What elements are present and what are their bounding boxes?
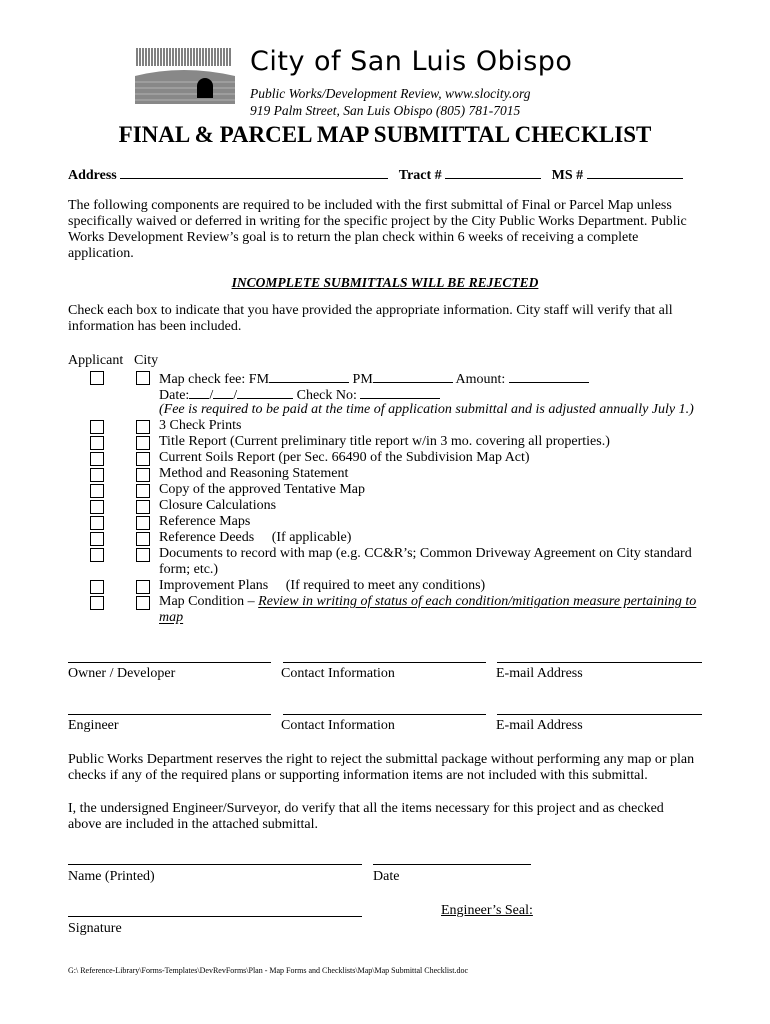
city-checkbox-method-statement[interactable] <box>136 468 150 482</box>
applicant-checkbox-fee[interactable] <box>90 371 104 385</box>
intro-paragraph: The following components are required to be included with the first submittal of Final or Parcel Map unless specifically waived or deferred in writing for the specific project by the City Public Works Department. Public Works Development Review’s goal is to return the plan check within 6 weeks of receiving a complete application. <box>68 198 687 261</box>
applicant-checkbox-reference-maps[interactable] <box>90 516 104 530</box>
org-name: City of San Luis Obispo <box>250 46 573 77</box>
map-condition-detail: Review in writing of status of each condition/mitigation measure pertaining to <box>258 594 697 609</box>
engineer-label: Engineer <box>68 718 119 733</box>
name-printed-line[interactable] <box>68 864 362 865</box>
date-line[interactable] <box>373 864 531 865</box>
footer-file-path: G:\ Reference-Library\Forms-Templates\DevRevForms\Plan - Map Forms and Checklists\Map\Map Submittal Checklist.doc <box>68 966 469 975</box>
checklist-item-documents: Documents to record with map (e.g. CC&R’s; Common Driveway Agreement on City standard <box>159 546 692 561</box>
engineer-contact-line[interactable] <box>283 714 486 715</box>
applicant-checkbox-closure-calcs[interactable] <box>90 500 104 514</box>
tract-field[interactable] <box>445 165 541 179</box>
city-checkbox-map-condition[interactable] <box>136 596 150 610</box>
city-checkbox-reference-deeds[interactable] <box>136 532 150 546</box>
fee-note: (Fee is required to be paid at the time of application submittal and is adjusted annually July 1.) <box>159 402 694 417</box>
city-checkbox-fee[interactable] <box>136 371 150 385</box>
city-checkbox-title-report[interactable] <box>136 436 150 450</box>
check-no-field[interactable] <box>360 385 440 399</box>
tract-label: Tract # <box>398 168 442 183</box>
fee-label: Map check fee: FM <box>159 372 270 387</box>
checklist-item-check-prints: 3 Check Prints <box>159 418 242 433</box>
owner-contact-label: Contact Information <box>281 666 395 681</box>
city-checkbox-documents[interactable] <box>136 548 150 562</box>
applicant-checkbox-title-report[interactable] <box>90 436 104 450</box>
fm-field[interactable] <box>269 369 349 383</box>
warning-text: INCOMPLETE SUBMITTALS WILL BE REJECTED <box>231 275 539 290</box>
ms-label: MS # <box>551 168 584 183</box>
city-checkbox-soils-report[interactable] <box>136 452 150 466</box>
engineer-email-line[interactable] <box>497 714 702 715</box>
applicant-checkbox-reference-deeds[interactable] <box>90 532 104 546</box>
reject-notice: Public Works Department reserves the right to reject the submittal package without performing any map or plan checks if any of the required plans or supporting information items are not included with this submittal. <box>68 752 695 783</box>
city-checkbox-closure-calcs[interactable] <box>136 500 150 514</box>
map-condition-label: Map Condition – <box>159 594 259 609</box>
checklist-item-closure-calcs: Closure Calculations <box>159 498 277 513</box>
date-year-field[interactable] <box>237 385 293 399</box>
applicant-checkbox-check-prints[interactable] <box>90 420 104 434</box>
name-printed-label: Name (Printed) <box>68 869 155 884</box>
checklist-item-soils-report: Current Soils Report (per Sec. 66490 of the Subdivision Map Act) <box>159 450 530 465</box>
applicant-checkbox-method-statement[interactable] <box>90 468 104 482</box>
checklist-item-title-report: Title Report (Current preliminary title report w/in 3 mo. covering all properties.) <box>159 434 610 449</box>
city-checkbox-reference-maps[interactable] <box>136 516 150 530</box>
amount-field[interactable] <box>509 369 589 383</box>
signature-line[interactable] <box>68 916 362 917</box>
date-day-field[interactable] <box>213 385 233 399</box>
address-line: 919 Palm Street, San Luis Obispo (805) 781-7015 <box>250 103 521 118</box>
applicant-checkbox-map-condition[interactable] <box>90 596 104 610</box>
applicant-checkbox-tentative-map[interactable] <box>90 484 104 498</box>
checklist-item-tentative-map: Copy of the approved Tentative Map <box>159 482 365 497</box>
check-no-label: Check No: <box>296 388 357 403</box>
checklist-item-documents-cont: form; etc.) <box>159 562 219 577</box>
map-condition-cont: map <box>159 610 184 625</box>
engineer-seal-label: Engineer’s Seal: <box>441 903 533 918</box>
owner-contact-line[interactable] <box>283 662 486 663</box>
city-checkbox-tentative-map[interactable] <box>136 484 150 498</box>
address-field[interactable] <box>120 165 388 179</box>
applicant-checkbox-documents[interactable] <box>90 548 104 562</box>
amount-label: Amount: <box>455 372 506 387</box>
pm-label: PM <box>352 372 373 387</box>
ms-field[interactable] <box>587 165 683 179</box>
checklist-item-reference-deeds: Reference Deeds (If applicable) <box>159 530 352 545</box>
pm-field[interactable] <box>373 369 453 383</box>
signature-label: Signature <box>68 921 122 936</box>
city-logo-icon <box>133 46 238 108</box>
checklist-item-improvement-plans: Improvement Plans (If required to meet any conditions) <box>159 578 486 593</box>
address-row <box>68 165 683 184</box>
city-checkbox-improvement-plans[interactable] <box>136 580 150 594</box>
applicant-checkbox-improvement-plans[interactable] <box>90 580 104 594</box>
applicant-column-header: Applicant <box>68 353 124 368</box>
owner-email-label: E-mail Address <box>496 666 583 681</box>
city-checkbox-check-prints[interactable] <box>136 420 150 434</box>
city-column-header: City <box>134 353 159 368</box>
fee-date-line: Date: / / Check No: <box>159 385 440 404</box>
checklist-item-map-condition <box>159 594 696 610</box>
instructions-paragraph: Check each box to indicate that you have provided the appropriate information. City staff will verify that all information has been included. <box>68 303 673 334</box>
date-label: Date: <box>159 388 190 403</box>
owner-label: Owner / Developer <box>68 666 176 681</box>
address-label: Address <box>68 168 117 183</box>
owner-signature-line[interactable] <box>68 662 271 663</box>
engineer-signature-line[interactable] <box>68 714 271 715</box>
owner-email-line[interactable] <box>497 662 702 663</box>
date-label-final: Date <box>373 869 400 884</box>
date-month-field[interactable] <box>189 385 209 399</box>
checklist-item-reference-maps: Reference Maps <box>159 514 251 529</box>
page-title: FINAL & PARCEL MAP SUBMITTAL CHECKLIST <box>118 122 652 147</box>
engineer-contact-label: Contact Information <box>281 718 395 733</box>
dept-line: Public Works/Development Review, www.slocity.org <box>250 86 531 101</box>
certification-statement: I, the undersigned Engineer/Surveyor, do verify that all the items necessary for this project and as checked above are included in the attached submittal. <box>68 801 664 832</box>
checklist-item-method-statement: Method and Reasoning Statement <box>159 466 349 481</box>
engineer-email-label: E-mail Address <box>496 718 583 733</box>
applicant-checkbox-soils-report[interactable] <box>90 452 104 466</box>
